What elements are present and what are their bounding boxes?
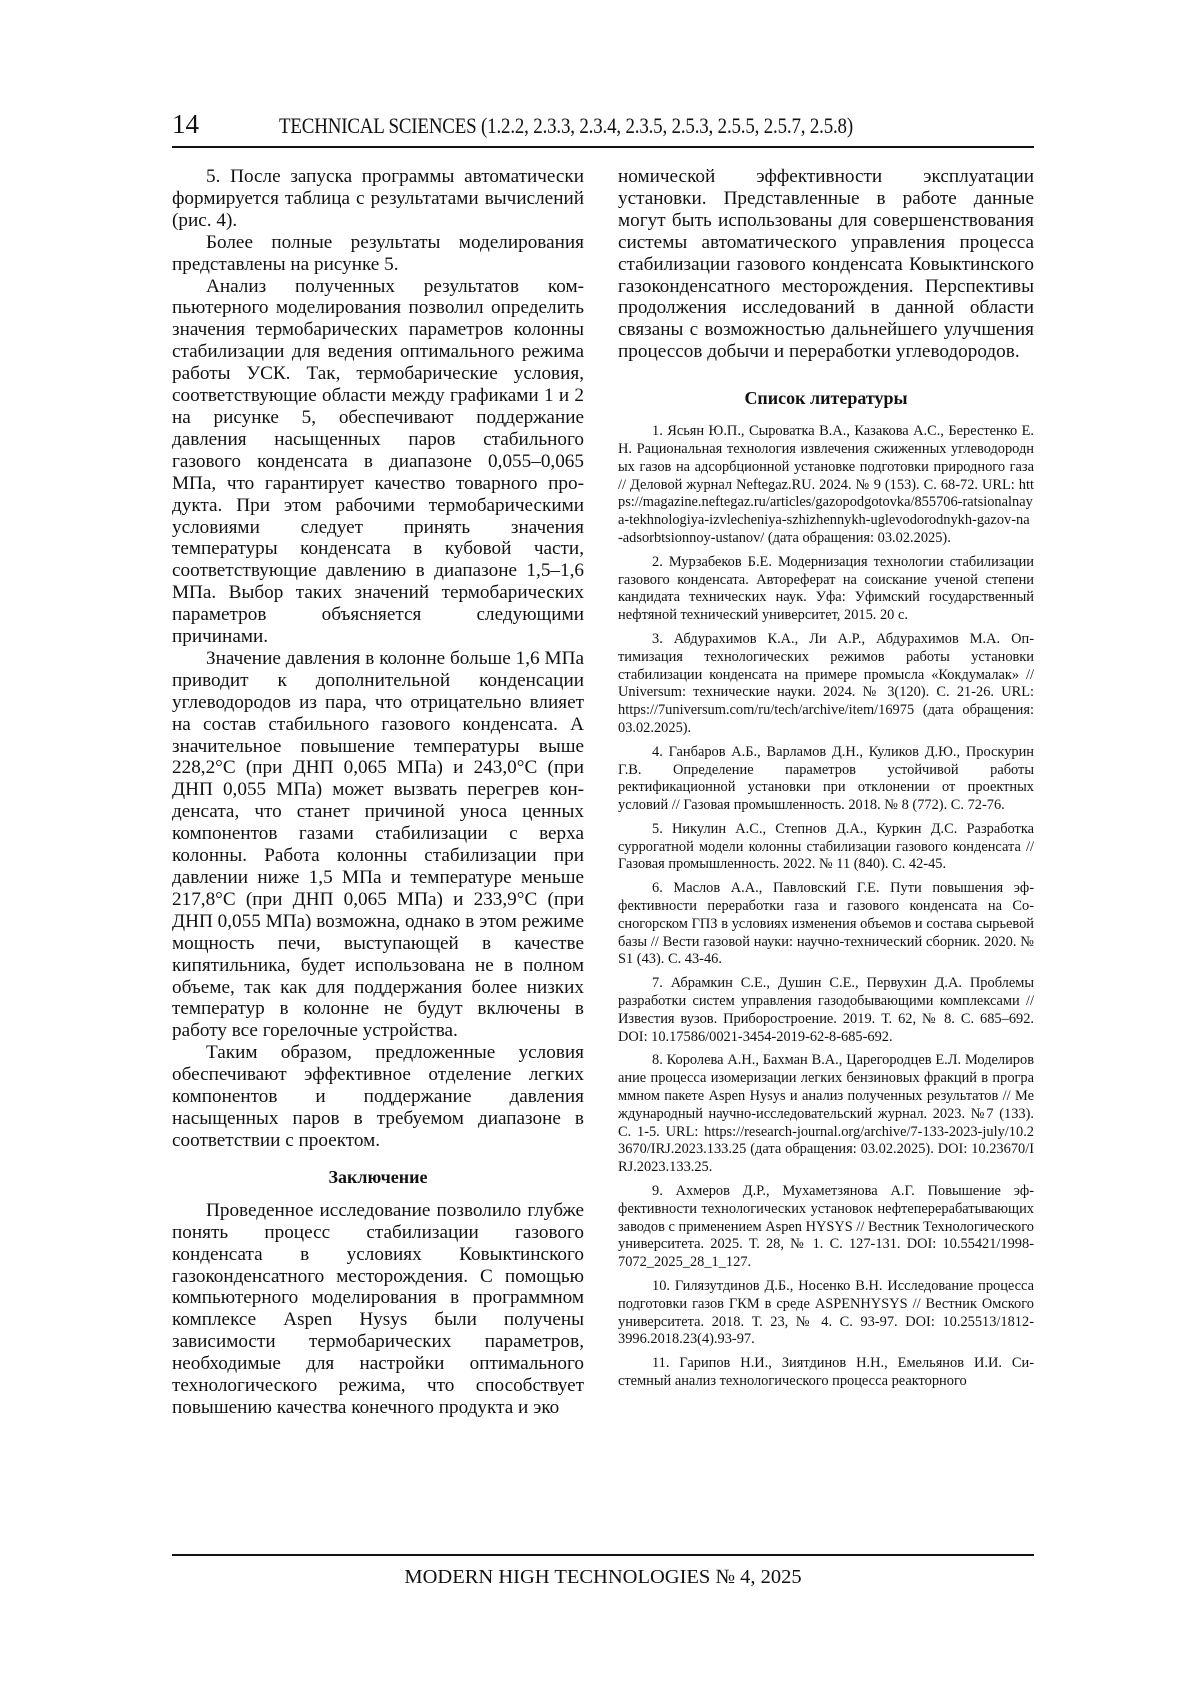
running-head: [172, 106, 1034, 148]
reference-item: 4. Ганбаров А.Б., Варламов Д.Н., Куликов Д.Ю., Проскурин Г.В. Определение параметров устойчивой работы ректификационной установки при отклонении от проектных условий // Газовая промышленность. 2018. № 8 (772). С. 72-76.: [618, 743, 1034, 814]
reference-item: 1. Ясьян Ю.П., Сыроватка В.А., Казакова А.С., Берестенко Е.Н. Рациональная технология извлечения сжиженных углеводородных газов на адсорбционной установке подготовки природного газа // Деловой журнал Neftegaz.RU. 2024. № 9 (153). С. 68-72. URL: https://magazine.neftegaz.ru/articles/gazopodgotovka/855706-ratsionalnaya-tekhnologiya-izvlecheniya-szhizhennykh-uglevodorodnykh-gazov-na-adsorbtsionnoy-ustanov/ (дата обращения: 03.02.2025).: [618, 423, 1034, 546]
journal-section-title: TECHNICAL SCIENCES (1.2.2, 2.3.3, 2.3.4, 2.3.5, 2.5.3, 2.5.5, 2.5.7, 2.5.8): [279, 113, 853, 138]
body-paragraph: Более полные результаты моделирования представлены на рисунке 5.: [172, 231, 584, 275]
reference-item: 9. Ахмеров Д.Р., Мухаметзянова А.Г. Повышение эффективности технологических установок нефтеперерабатывающих заводов с применением Aspen HYSYS // Вестник Технологического университета. 2025. Т. 28, № 1. С. 127-131. DOI: 10.55421/1998-7072_2025_28_1_127.: [618, 1183, 1034, 1271]
conclusion-heading: Заключение: [328, 1166, 428, 1187]
reference-item: 3. Абдурахимов К.А., Ли А.Р., Абдурахимов М.А. Оптимизация технологических режимов работы установки стабилизации конденсата на примере промысла «Кокдумалак» // Universum: технические науки. 2024. № 3(120). С. 21-26. URL: https://7universum.com/ru/tech/archive/item/16975 (дата обращения: 03.02.2025).: [618, 630, 1034, 736]
body-paragraph: Анализ полученных результатов компьютерного моделирования позволил определить значения термобарических параметров колонны стабилизации для ведения оптимального режима работы УСК. Так, термобарические условия, соответствующие области между графиками 1 и 2 на рисунке 5, обеспечивают поддержание давления насыщенных паров стабильного газового конденсата в диапазоне 0,055–0,065 МПа, что гарантирует качество товарного продукта. При этом рабочими термобарическими условиями следует принять значения температуры конденсата в кубовой части, соответствующие давлению в диапазоне 1,5–1,6 МПа. Выбор таких значений термобарических параметров объясняется следующими причинами.: [172, 275, 584, 648]
body-paragraph: Значение давления в колонне больше 1,6 МПа приводит к дополнительной конденсации углеводородов из пара, что отрицательно влияет на состав стабильного газового конденсата. А значительное повышение температуры выше 228,2°С (при ДНП 0,065 МПа) и 243,0°С (при ДНП 0,055 МПа) может вызвать перегрев конденсата, что станет причиной уноса ценных компонентов газами стабилизации с верха колонны. Работа колонны стабилизации при давлении ниже 1,5 МПа и температуре меньше 217,8°С (при ДНП 0,065 МПа) и 233,9°С (при ДНП 0,055 МПа) возможна, однако в этом режиме мощность печи, выступающей в качестве кипятильника, будет использована не в полном объеме, так как для поддержания более низких температур в колонне не будут включены в работу все горелочные устройства.: [172, 647, 584, 1042]
reference-list: [618, 423, 1034, 1391]
left-column: [172, 166, 584, 1419]
reference-item: 2. Мурзабеков Б.Е. Модернизация технологии стабилизации газового конденсата. Автореферат на соискание ученой степени кандидата технических наук. Уфа: Уфимский государственный нефтяной технический университет, 2015. 20 с.: [618, 553, 1034, 624]
reference-item: 5. Никулин А.С., Степнов Д.А., Куркин Д.С. Разработка суррогатной модели колонны стабилизации газового конденсата // Газовая промышленность. 2022. № 11 (840). С. 42-45.: [618, 820, 1034, 873]
page-footer: [172, 1554, 1034, 1588]
page-number: 14: [172, 109, 199, 139]
reference-item: 10. Гилязутдинов Д.Б., Носенко В.Н. Исследование процесса подготовки газов ГКМ в среде ASPENHYSYS // Вестник Омского университета. 2018. Т. 23, № 4. С. 93-97. DOI: 10.25513/1812-3996.2018.23(4).93-97.: [618, 1278, 1034, 1348]
reference-item: 7. Абрамкин С.Е., Душин С.Е., Первухин Д.А. Проблемы разработки систем управления газодобывающими комплексами // Известия вузов. Приборостроение. 2019. Т. 62, № 8. С. 685–692. DOI: 10.17586/0021-3454-2019-62-8-685-692.: [618, 975, 1034, 1045]
reference-item: 6. Маслов А.А., Павловский Г.Е. Пути повышения эффективности переработки газа и газового конденсата на Сосногорском ГПЗ в условиях изменения объемов и состава сырьевой базы // Вести газовой науки: научно-технический сборник. 2020. № S1 (43). С. 43-46.: [618, 880, 1034, 968]
body-paragraph: 5. После запуска программы автоматически формируется таблица с результатами вычислений (рис. 4).: [172, 166, 584, 231]
reference-item: 8. Королева А.Н., Бахман В.А., Царегородцев Е.Л. Моделирование процесса изомеризации легких бензиновых фракций в программном пакете Aspen Hysys и анализ полученных результатов // Международный научно-исследовательский журнал. 2023. №7 (133). С. 1-5. URL: https://research-journal.org/archive/7-133-2023-july/10.23670/IRJ.2023.133.25 (дата обращения: 03.02.2025). DOI: 10.23670/IRJ.2023.133.25.: [618, 1052, 1034, 1176]
references-heading: Список литературы: [744, 388, 908, 409]
right-column: [618, 166, 1034, 1397]
conclusion-paragraph: Проведенное исследование позволило глубже понять процесс стабилизации газового конденсата в условиях Ковыктинского газоконденсатного месторождения. С помощью компьютерного моделирования в программном комплексе Aspen Hysys были получены зависимости термобарических параметров, необходимые для настройки оптимального технологического режима, что способствует повышению качества конечного продукта и эко: [172, 1199, 584, 1418]
body-paragraph: Таким образом, предложенные условия обеспечивают эффективное отделение легких компонентов и поддержание давления насыщенных паров в требуемом диапазоне в соответствии с проектом.: [172, 1042, 584, 1151]
reference-item: 11. Гарипов Н.И., Зиятдинов Н.Н., Емельянов И.И. Системный анализ технологического процесса реакторного: [618, 1355, 1034, 1389]
footer-journal-title: MODERN HIGH TECHNOLOGIES № 4, 2025: [404, 1566, 802, 1588]
conclusion-continuation: номической эффективности эксплуатации установки. Представленные в работе данные могут быть использованы для совершенствования системы автоматического управления процесса стабилизации газового конденсата Ковыктинского газоконденсатного месторождения. Перспективы продолжения исследований в данной области связаны с возможностью дальнейшего улучшения процессов добычи и переработки углеводородов.: [618, 166, 1034, 363]
